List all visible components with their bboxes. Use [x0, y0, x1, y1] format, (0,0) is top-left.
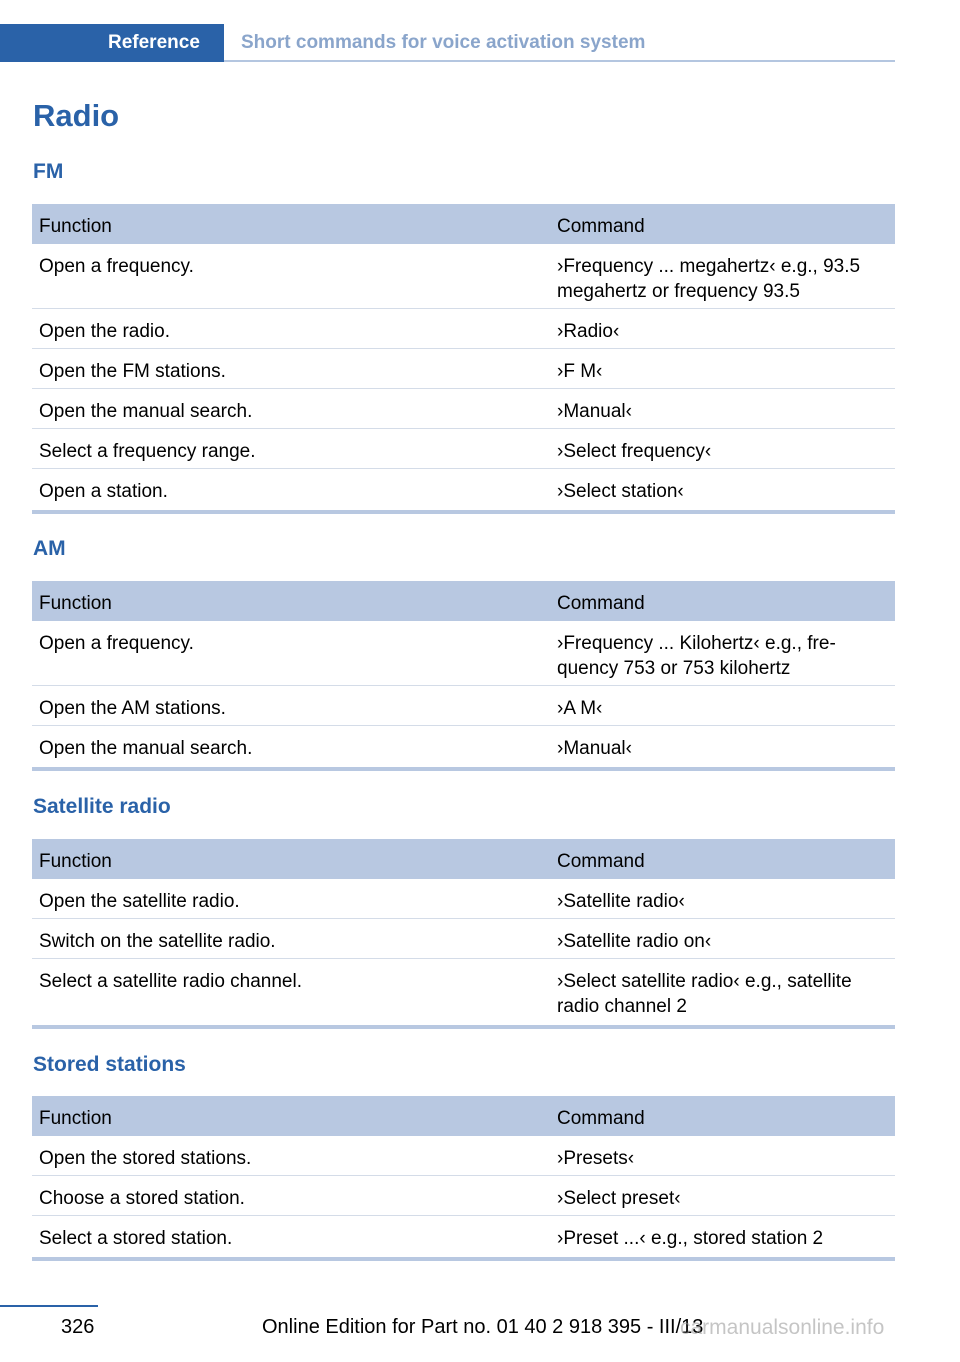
table-row: [32, 389, 895, 429]
table-row: [32, 1176, 895, 1216]
table-row: [32, 919, 895, 959]
header-rule: [224, 60, 895, 62]
table-row: [32, 469, 895, 508]
command-cell: ›Radio‹: [557, 321, 620, 342]
col-function-header: Function: [39, 851, 112, 872]
header-tab-reference: Reference: [0, 24, 224, 62]
command-cell: ›F M‹: [557, 361, 603, 382]
col-command-header: Command: [557, 593, 645, 614]
section-heading-stored-stations: Stored stations: [33, 1053, 186, 1076]
function-cell: Select a stored station.: [39, 1228, 233, 1249]
col-function-header: Function: [39, 1108, 112, 1129]
function-cell: Open a frequency.: [39, 633, 194, 654]
command-cell: ›Manual‹: [557, 738, 632, 759]
function-cell: Open a frequency.: [39, 256, 194, 277]
command-cell: ›Presets‹: [557, 1148, 635, 1169]
function-cell: Open a station.: [39, 481, 168, 502]
table-end-rule: [32, 1257, 895, 1261]
col-function-header: Function: [39, 593, 112, 614]
command-cell: ›A M‹: [557, 698, 603, 719]
command-cell: ›Frequency ... megahertz‹ e.g., 93.5 megahertz or frequency 93.5: [557, 256, 861, 302]
section-heading-satellite-radio: Satellite radio: [33, 795, 171, 818]
function-cell: Open the stored stations.: [39, 1148, 252, 1169]
function-cell: Open the radio.: [39, 321, 170, 342]
table-row: [32, 726, 895, 765]
table-fm: [32, 204, 895, 514]
function-cell: Switch on the satellite radio.: [39, 931, 276, 952]
table-row: [32, 1216, 895, 1255]
command-cell: ›Select frequency‹: [557, 441, 712, 462]
table-header: [32, 581, 895, 621]
table-end-rule: [32, 1025, 895, 1029]
section-heading-fm: FM: [33, 160, 64, 183]
table-row: [32, 959, 895, 1023]
table-end-rule: [32, 510, 895, 514]
function-cell: Select a satellite radio channel.: [39, 971, 302, 992]
command-cell: ›Select station‹: [557, 481, 684, 502]
col-command-header: Command: [557, 216, 645, 237]
table-am: [32, 581, 895, 771]
command-cell: ›Select satellite radio‹ e.g., satellite radio channel 2: [557, 971, 852, 1017]
table-row: [32, 621, 895, 686]
table-row: [32, 879, 895, 919]
page-number: 326: [61, 1316, 95, 1338]
table-row: [32, 429, 895, 469]
table-row: [32, 686, 895, 726]
watermark: carmanualsonline.info: [680, 1316, 885, 1339]
header-section-title: Short commands for voice activation system: [241, 32, 646, 53]
table-header: [32, 204, 895, 244]
col-command-header: Command: [557, 851, 645, 872]
page-title: Radio: [33, 98, 120, 133]
table-end-rule: [32, 767, 895, 771]
function-cell: Open the satellite radio.: [39, 891, 240, 912]
function-cell: Select a frequency range.: [39, 441, 256, 462]
command-cell: ›Satellite radio on‹: [557, 931, 712, 952]
command-cell: ›Select preset‹: [557, 1188, 681, 1209]
table-row: [32, 349, 895, 389]
table-satellite-radio: [32, 839, 895, 1029]
table-row: [32, 309, 895, 349]
command-cell: ›Satellite radio‹: [557, 891, 685, 912]
function-cell: Open the manual search.: [39, 401, 253, 422]
command-cell: ›Manual‹: [557, 401, 632, 422]
function-cell: Open the FM stations.: [39, 361, 226, 382]
section-heading-am: AM: [33, 537, 66, 560]
edition-note: Online Edition for Part no. 01 40 2 918 395 - III/13: [262, 1316, 704, 1338]
col-function-header: Function: [39, 216, 112, 237]
command-cell: ›Preset ...‹ e.g., stored station 2: [557, 1228, 824, 1249]
command-cell: ›Frequency ... Kilohertz‹ e.g., fre-quency 753 or 753 kilohertz: [557, 633, 836, 679]
table-stored-stations: [32, 1096, 895, 1261]
function-cell: Choose a stored station.: [39, 1188, 245, 1209]
table-header: [32, 1096, 895, 1136]
col-command-header: Command: [557, 1108, 645, 1129]
table-row: [32, 1136, 895, 1176]
table-row: [32, 244, 895, 309]
table-header: [32, 839, 895, 879]
function-cell: Open the manual search.: [39, 738, 253, 759]
function-cell: Open the AM stations.: [39, 698, 226, 719]
page-number-rule: [0, 1305, 98, 1307]
